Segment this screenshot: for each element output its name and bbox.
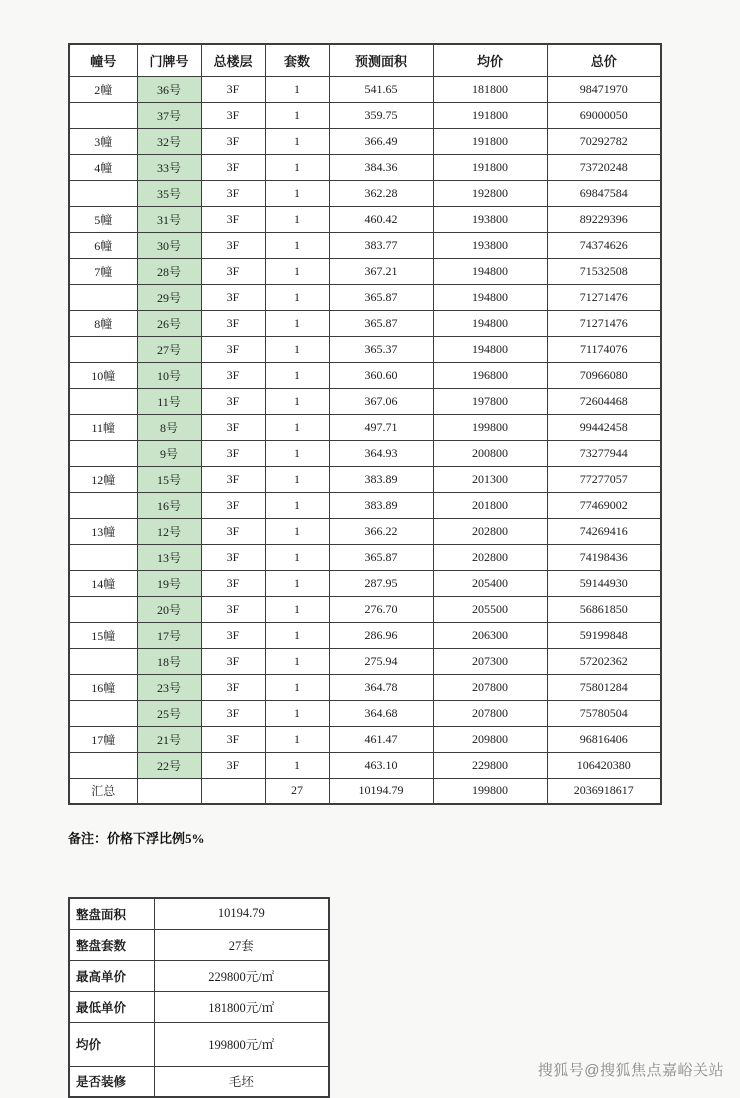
table-row — [69, 440, 661, 466]
avg-price-cell: 207800 — [433, 700, 547, 726]
total-price-cell: 2036918617 — [547, 778, 661, 804]
avg-price-cell: 205500 — [433, 596, 547, 622]
area-cell: 365.87 — [329, 544, 433, 570]
units-cell: 1 — [265, 128, 329, 154]
total-price-cell: 73720248 — [547, 154, 661, 180]
avg-price-cell: 194800 — [433, 258, 547, 284]
table-row — [69, 726, 661, 752]
total-price-cell: 96816406 — [547, 726, 661, 752]
units-cell: 1 — [265, 544, 329, 570]
units-cell: 1 — [265, 674, 329, 700]
floors-cell: 3F — [201, 752, 265, 778]
door-number-cell: 26号 — [137, 310, 201, 336]
floors-cell: 3F — [201, 128, 265, 154]
table-row — [69, 648, 661, 674]
table-header-row — [69, 44, 661, 76]
units-cell: 1 — [265, 414, 329, 440]
area-cell: 276.70 — [329, 596, 433, 622]
avg-price-cell: 193800 — [433, 206, 547, 232]
avg-price-cell: 229800 — [433, 752, 547, 778]
total-price-cell: 75801284 — [547, 674, 661, 700]
note-text: 备注：价格下浮比例5% — [68, 831, 205, 846]
avg-price-cell: 196800 — [433, 362, 547, 388]
floors-cell: 3F — [201, 440, 265, 466]
floors-cell: 3F — [201, 596, 265, 622]
building-cell — [69, 284, 137, 310]
table-row — [69, 752, 661, 778]
building-cell — [69, 440, 137, 466]
info-label: 最低单价 — [69, 991, 154, 1022]
building-cell — [69, 388, 137, 414]
total-price-cell: 75780504 — [547, 700, 661, 726]
column-header: 预测面积 — [329, 44, 433, 76]
table-row — [69, 700, 661, 726]
floors-cell: 3F — [201, 206, 265, 232]
door-number-cell: 25号 — [137, 700, 201, 726]
total-price-cell: 77469002 — [547, 492, 661, 518]
units-cell: 1 — [265, 284, 329, 310]
info-value: 229800元/㎡ — [154, 960, 329, 991]
floors-cell: 3F — [201, 362, 265, 388]
floors-cell: 3F — [201, 102, 265, 128]
avg-price-cell: 201300 — [433, 466, 547, 492]
area-cell: 367.06 — [329, 388, 433, 414]
door-number-cell: 36号 — [137, 76, 201, 102]
avg-price-cell: 202800 — [433, 518, 547, 544]
door-number-cell: 18号 — [137, 648, 201, 674]
area-cell: 362.28 — [329, 180, 433, 206]
door-number-cell: 8号 — [137, 414, 201, 440]
units-cell: 1 — [265, 570, 329, 596]
floors-cell: 3F — [201, 726, 265, 752]
building-cell: 12幢 — [69, 466, 137, 492]
total-price-cell: 69000050 — [547, 102, 661, 128]
door-number-cell: 33号 — [137, 154, 201, 180]
info-row — [69, 929, 329, 960]
building-cell: 15幢 — [69, 622, 137, 648]
door-number-cell: 30号 — [137, 232, 201, 258]
area-cell: 275.94 — [329, 648, 433, 674]
avg-price-cell: 207800 — [433, 674, 547, 700]
total-price-cell: 74269416 — [547, 518, 661, 544]
floors-cell: 3F — [201, 492, 265, 518]
avg-price-cell: 200800 — [433, 440, 547, 466]
building-cell — [69, 700, 137, 726]
door-number-cell: 32号 — [137, 128, 201, 154]
avg-price-cell: 202800 — [433, 544, 547, 570]
avg-price-cell: 194800 — [433, 284, 547, 310]
info-value: 199800元/㎡ — [154, 1022, 329, 1066]
floors-cell: 3F — [201, 544, 265, 570]
area-cell: 365.87 — [329, 284, 433, 310]
table-row — [69, 388, 661, 414]
floors-cell: 3F — [201, 648, 265, 674]
table-row — [69, 622, 661, 648]
units-cell: 1 — [265, 596, 329, 622]
floors-cell: 3F — [201, 180, 265, 206]
floors-cell: 3F — [201, 284, 265, 310]
table-row — [69, 596, 661, 622]
area-cell: 10194.79 — [329, 778, 433, 804]
table-row — [69, 518, 661, 544]
door-number-cell: 37号 — [137, 102, 201, 128]
table-row — [69, 466, 661, 492]
table-row — [69, 284, 661, 310]
units-cell: 1 — [265, 648, 329, 674]
units-cell: 1 — [265, 180, 329, 206]
units-cell: 1 — [265, 258, 329, 284]
watermark-text: 搜狐号@搜狐焦点嘉峪关站 — [537, 1062, 724, 1079]
table-row — [69, 414, 661, 440]
info-row — [69, 898, 329, 929]
area-cell: 541.65 — [329, 76, 433, 102]
door-number-cell: 28号 — [137, 258, 201, 284]
area-cell: 364.93 — [329, 440, 433, 466]
column-header: 均价 — [433, 44, 547, 76]
building-cell: 8幢 — [69, 310, 137, 336]
units-cell: 1 — [265, 154, 329, 180]
avg-price-cell: 194800 — [433, 310, 547, 336]
info-row — [69, 1022, 329, 1066]
building-cell: 7幢 — [69, 258, 137, 284]
door-number-cell: 35号 — [137, 180, 201, 206]
units-cell: 1 — [265, 726, 329, 752]
units-cell: 1 — [265, 232, 329, 258]
avg-price-cell: 207300 — [433, 648, 547, 674]
table-row — [69, 102, 661, 128]
avg-price-cell: 181800 — [433, 76, 547, 102]
area-cell: 365.87 — [329, 310, 433, 336]
total-price-cell: 56861850 — [547, 596, 661, 622]
floors-cell — [201, 778, 265, 804]
avg-price-cell: 191800 — [433, 154, 547, 180]
door-number-cell: 27号 — [137, 336, 201, 362]
total-price-cell: 57202362 — [547, 648, 661, 674]
door-number-cell: 10号 — [137, 362, 201, 388]
summary-info-table — [68, 897, 330, 1098]
units-cell: 27 — [265, 778, 329, 804]
units-cell: 1 — [265, 310, 329, 336]
summary-row — [69, 778, 661, 804]
building-cell: 4幢 — [69, 154, 137, 180]
building-cell: 5幢 — [69, 206, 137, 232]
info-value: 27套 — [154, 929, 329, 960]
area-cell: 463.10 — [329, 752, 433, 778]
avg-price-cell: 201800 — [433, 492, 547, 518]
total-price-cell: 73277944 — [547, 440, 661, 466]
total-price-cell: 99442458 — [547, 414, 661, 440]
info-label: 整盘套数 — [69, 929, 154, 960]
column-header: 总价 — [547, 44, 661, 76]
avg-price-cell: 191800 — [433, 128, 547, 154]
units-cell: 1 — [265, 76, 329, 102]
column-header: 总楼层 — [201, 44, 265, 76]
door-number-cell: 16号 — [137, 492, 201, 518]
avg-price-cell: 197800 — [433, 388, 547, 414]
building-cell: 11幢 — [69, 414, 137, 440]
door-number-cell: 31号 — [137, 206, 201, 232]
total-price-cell: 72604468 — [547, 388, 661, 414]
total-price-cell: 71532508 — [547, 258, 661, 284]
area-cell: 366.49 — [329, 128, 433, 154]
info-value: 10194.79 — [154, 898, 329, 929]
building-cell: 13幢 — [69, 518, 137, 544]
area-cell: 364.68 — [329, 700, 433, 726]
total-price-cell: 71271476 — [547, 284, 661, 310]
door-number-cell: 12号 — [137, 518, 201, 544]
building-cell — [69, 336, 137, 362]
area-cell: 360.60 — [329, 362, 433, 388]
units-cell: 1 — [265, 102, 329, 128]
avg-price-cell: 206300 — [433, 622, 547, 648]
total-price-cell: 59144930 — [547, 570, 661, 596]
door-number-cell — [137, 778, 201, 804]
table-row — [69, 76, 661, 102]
avg-price-cell: 199800 — [433, 414, 547, 440]
floors-cell: 3F — [201, 154, 265, 180]
building-cell: 14幢 — [69, 570, 137, 596]
table-row — [69, 180, 661, 206]
info-row — [69, 1066, 329, 1097]
units-cell: 1 — [265, 440, 329, 466]
avg-price-cell: 191800 — [433, 102, 547, 128]
door-number-cell: 23号 — [137, 674, 201, 700]
door-number-cell: 19号 — [137, 570, 201, 596]
column-header: 套数 — [265, 44, 329, 76]
table-row — [69, 492, 661, 518]
total-price-cell: 98471970 — [547, 76, 661, 102]
building-cell: 10幢 — [69, 362, 137, 388]
floors-cell: 3F — [201, 674, 265, 700]
avg-price-cell: 199800 — [433, 778, 547, 804]
total-price-cell: 77277057 — [547, 466, 661, 492]
price-table — [68, 43, 662, 805]
area-cell: 287.95 — [329, 570, 433, 596]
area-cell: 364.78 — [329, 674, 433, 700]
door-number-cell: 29号 — [137, 284, 201, 310]
door-number-cell: 15号 — [137, 466, 201, 492]
area-cell: 461.47 — [329, 726, 433, 752]
door-number-cell: 22号 — [137, 752, 201, 778]
total-price-cell: 70292782 — [547, 128, 661, 154]
building-cell — [69, 544, 137, 570]
total-price-cell: 71271476 — [547, 310, 661, 336]
avg-price-cell: 193800 — [433, 232, 547, 258]
info-label: 是否装修 — [69, 1066, 154, 1097]
total-price-cell: 59199848 — [547, 622, 661, 648]
total-price-cell: 70966080 — [547, 362, 661, 388]
units-cell: 1 — [265, 492, 329, 518]
units-cell: 1 — [265, 700, 329, 726]
total-price-cell: 71174076 — [547, 336, 661, 362]
table-row — [69, 258, 661, 284]
door-number-cell: 17号 — [137, 622, 201, 648]
units-cell: 1 — [265, 622, 329, 648]
avg-price-cell: 192800 — [433, 180, 547, 206]
floors-cell: 3F — [201, 518, 265, 544]
units-cell: 1 — [265, 388, 329, 414]
floors-cell: 3F — [201, 232, 265, 258]
total-price-cell: 89229396 — [547, 206, 661, 232]
building-cell — [69, 180, 137, 206]
table-row — [69, 232, 661, 258]
area-cell: 384.36 — [329, 154, 433, 180]
door-number-cell: 21号 — [137, 726, 201, 752]
building-cell: 17幢 — [69, 726, 137, 752]
units-cell: 1 — [265, 518, 329, 544]
area-cell: 460.42 — [329, 206, 433, 232]
table-row — [69, 570, 661, 596]
info-value: 毛坯 — [154, 1066, 329, 1097]
avg-price-cell: 194800 — [433, 336, 547, 362]
area-cell: 383.89 — [329, 466, 433, 492]
door-number-cell: 9号 — [137, 440, 201, 466]
table-row — [69, 336, 661, 362]
building-cell — [69, 752, 137, 778]
building-cell — [69, 648, 137, 674]
table-row — [69, 544, 661, 570]
table-row — [69, 128, 661, 154]
area-cell: 497.71 — [329, 414, 433, 440]
total-price-cell: 74374626 — [547, 232, 661, 258]
info-row — [69, 991, 329, 1022]
column-header: 幢号 — [69, 44, 137, 76]
table-row — [69, 310, 661, 336]
area-cell: 367.21 — [329, 258, 433, 284]
column-header: 门牌号 — [137, 44, 201, 76]
building-cell — [69, 102, 137, 128]
total-price-cell: 74198436 — [547, 544, 661, 570]
door-number-cell: 11号 — [137, 388, 201, 414]
door-number-cell: 20号 — [137, 596, 201, 622]
units-cell: 1 — [265, 336, 329, 362]
area-cell: 383.77 — [329, 232, 433, 258]
building-cell: 汇总 — [69, 778, 137, 804]
area-cell: 366.22 — [329, 518, 433, 544]
building-cell: 3幢 — [69, 128, 137, 154]
building-cell: 16幢 — [69, 674, 137, 700]
floors-cell: 3F — [201, 700, 265, 726]
units-cell: 1 — [265, 206, 329, 232]
floors-cell: 3F — [201, 466, 265, 492]
building-cell: 6幢 — [69, 232, 137, 258]
floors-cell: 3F — [201, 388, 265, 414]
units-cell: 1 — [265, 752, 329, 778]
info-row — [69, 960, 329, 991]
floors-cell: 3F — [201, 570, 265, 596]
building-cell — [69, 492, 137, 518]
area-cell: 365.37 — [329, 336, 433, 362]
avg-price-cell: 205400 — [433, 570, 547, 596]
table-row — [69, 362, 661, 388]
units-cell: 1 — [265, 466, 329, 492]
table-row — [69, 674, 661, 700]
total-price-cell: 69847584 — [547, 180, 661, 206]
floors-cell: 3F — [201, 76, 265, 102]
table-row — [69, 154, 661, 180]
floors-cell: 3F — [201, 336, 265, 362]
area-cell: 359.75 — [329, 102, 433, 128]
info-label: 最高单价 — [69, 960, 154, 991]
floors-cell: 3F — [201, 258, 265, 284]
info-value: 181800元/㎡ — [154, 991, 329, 1022]
building-cell: 2幢 — [69, 76, 137, 102]
floors-cell: 3F — [201, 414, 265, 440]
table-row — [69, 206, 661, 232]
units-cell: 1 — [265, 362, 329, 388]
building-cell — [69, 596, 137, 622]
door-number-cell: 13号 — [137, 544, 201, 570]
total-price-cell: 106420380 — [547, 752, 661, 778]
area-cell: 383.89 — [329, 492, 433, 518]
avg-price-cell: 209800 — [433, 726, 547, 752]
area-cell: 286.96 — [329, 622, 433, 648]
info-label: 均价 — [69, 1022, 154, 1066]
floors-cell: 3F — [201, 622, 265, 648]
info-label: 整盘面积 — [69, 898, 154, 929]
floors-cell: 3F — [201, 310, 265, 336]
